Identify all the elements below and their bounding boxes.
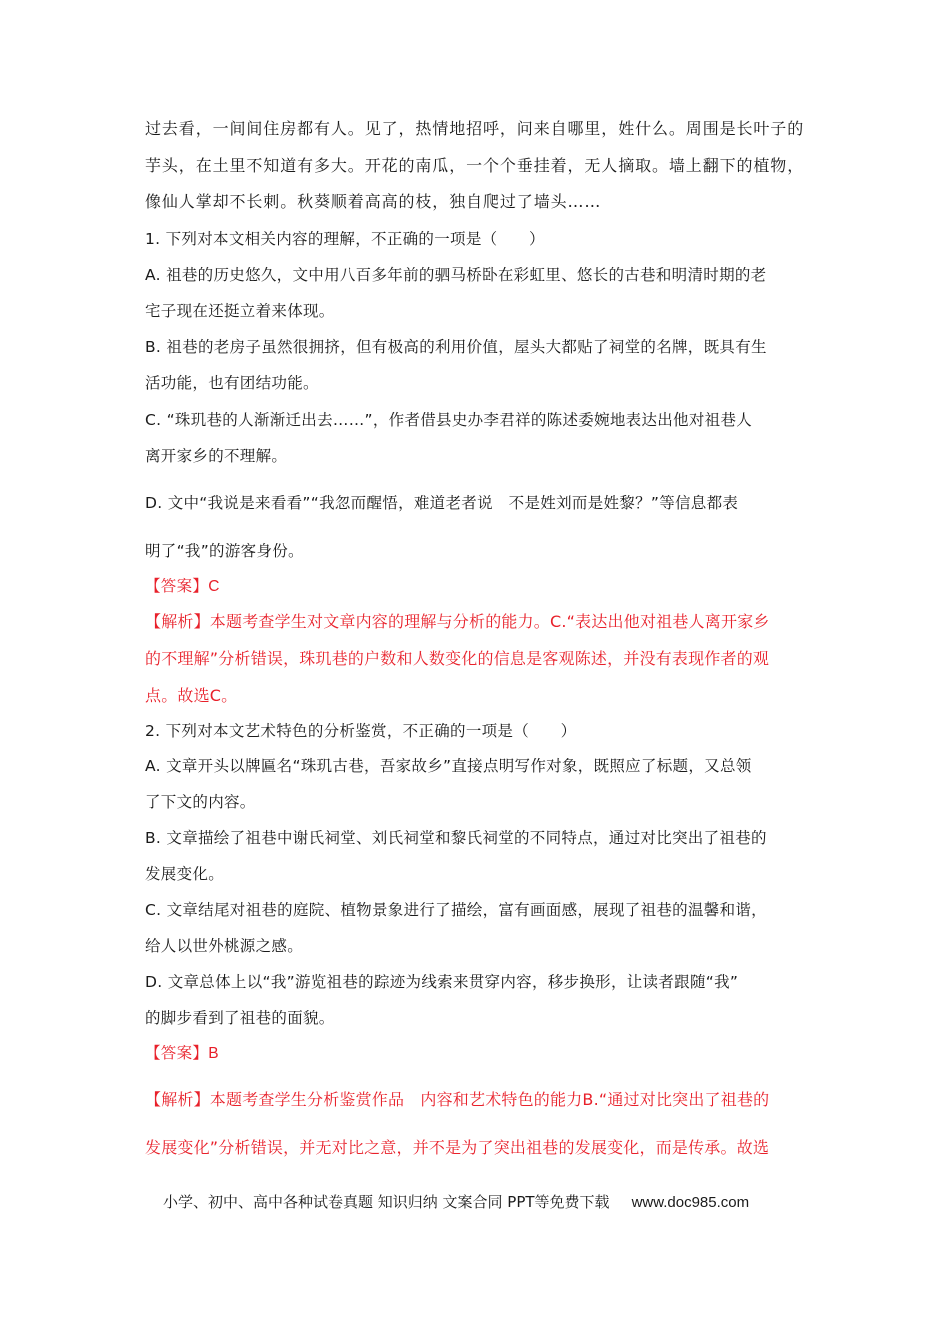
q1-option-a-line-1: A. 祖巷的历史悠久，文中用八百多年前的驷马桥卧在彩虹里、悠长的古巷和明清时期的老	[145, 266, 767, 284]
q1-option-d-line-1: D. 文中“我说是来看看”“我忽而醒悟，难道老者说 不是姓刘而是姓黎？”等信息都表	[145, 494, 739, 512]
q2-option-a-line-1: A. 文章开头以牌匾名“珠玑古巷，吾家故乡”直接点明写作对象，既照应了标题，又总领	[145, 757, 752, 775]
q2-option-d-line-1: D. 文章总体上以“我”游览祖巷的踪迹为线索来贯穿内容，移步换形，让读者跟随“我”	[145, 973, 739, 991]
q2-answer-label: 【答案】	[145, 1044, 209, 1062]
q2-option-a-line-2: 了下文的内容。	[145, 793, 256, 811]
q1-option-b-line-1: B. 祖巷的老房子虽然很拥挤，但有极高的利用价值，屋头大都贴了祠堂的名牌，既具有生	[145, 338, 767, 356]
q2-option-b-line-1: B. 文章描绘了祖巷中谢氏祠堂、刘氏祠堂和黎氏祠堂的不同特点，通过对比突出了祖巷的	[145, 829, 767, 847]
q2-option-c-line-1: C. 文章结尾对祖巷的庭院、植物景象进行了描绘，富有画面感，展现了祖巷的温馨和谐，	[145, 901, 767, 919]
q2-answer-value: B	[208, 1045, 219, 1062]
q2-analysis-line-2: 发展变化”分析错误，并无对比之意，并不是为了突出祖巷的发展变化，而是传承。故选	[145, 1138, 770, 1157]
q1-option-d-line-2: 明了“我”的游客身份。	[145, 542, 304, 560]
q2-analysis-line-1: 【解析】本题考查学生分析鉴赏作品 内容和艺术特色的能力B.“通过对比突出了祖巷的	[145, 1090, 770, 1109]
q1-analysis-line-3: 点。故选C。	[145, 686, 238, 705]
passage-line-3: 像仙人掌却不长刺。秋葵顺着高高的枝，独自爬过了墙头……	[145, 192, 602, 211]
q1-option-c-line-1: C. “珠玑巷的人渐渐迁出去……”，作者借县史办李君祥的陈述委婉地表达出他对祖巷人	[145, 411, 753, 429]
q1-analysis-line-2: 的不理解”分析错误，珠玑巷的户数和人数变化的信息是客观陈述，并没有表现作者的观	[145, 649, 770, 668]
footer-site-link[interactable]: www.doc985.com	[631, 1194, 750, 1211]
q2-option-d-line-2: 的脚步看到了祖巷的面貌。	[145, 1009, 335, 1027]
q2-answer	[145, 1042, 810, 1065]
q1-answer-value: C	[208, 578, 220, 595]
footer-text: 小学、初中、高中各种试卷真题 知识归纳 文案合同 PPT等免费下载	[163, 1193, 610, 1211]
q1-option-a-line-2: 宅子现在还挺立着来体现。	[145, 302, 335, 320]
q1-analysis-line-1: 【解析】本题考查学生对文章内容的理解与分析的能力。C.“表达出他对祖巷人离开家乡	[145, 612, 770, 631]
q1-answer	[145, 575, 810, 598]
q1-option-c-line-2: 离开家乡的不理解。	[145, 447, 288, 465]
q1-answer-label: 【答案】	[145, 577, 209, 595]
q2-option-c-line-2: 给人以世外桃源之感。	[145, 937, 304, 955]
q1-option-b-line-2: 活功能，也有团结功能。	[145, 374, 319, 392]
question-2-stem: 2. 下列对本文艺术特色的分析鉴赏，不正确的一项是（ ）	[145, 722, 577, 740]
q2-option-b-line-2: 发展变化。	[145, 865, 225, 883]
passage-line-1: 过去看，一间间住房都有人。见了，热情地招呼，问来自哪里，姓什么。周围是长叶子的	[145, 119, 805, 138]
passage-line-2: 芋头，在土里不知道有多大。开花的南瓜，一个个垂挂着，无人摘取。墙上翻下的植物，	[145, 156, 805, 175]
page-footer	[163, 1191, 803, 1212]
question-1-stem: 1. 下列对本文相关内容的理解，不正确的一项是（ ）	[145, 230, 545, 248]
